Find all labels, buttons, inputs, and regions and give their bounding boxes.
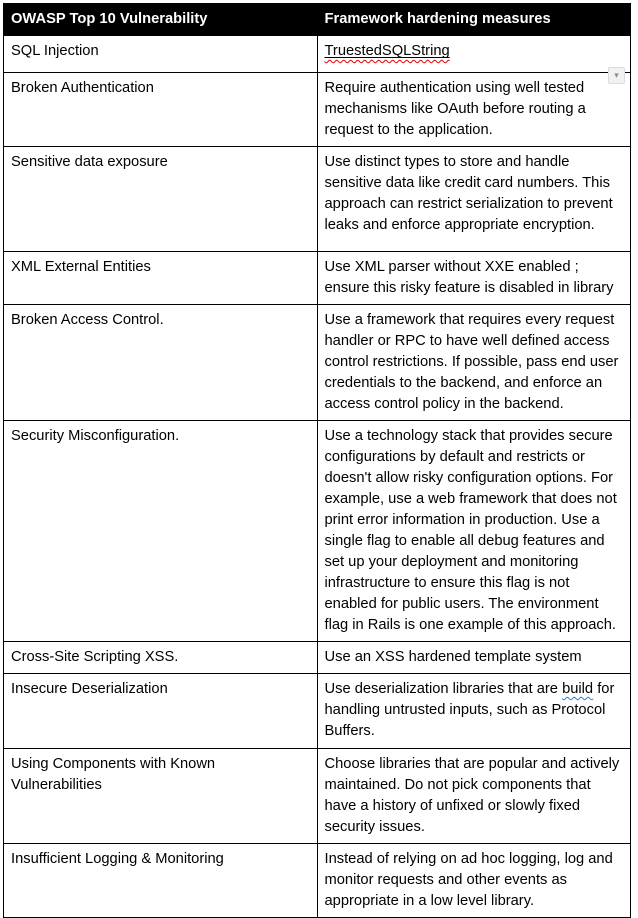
vulnerability-cell[interactable]: Broken Access Control.: [4, 305, 318, 421]
measure-cell[interactable]: Use XML parser without XXE enabled ; ensure this risky feature is disabled in library: [317, 252, 631, 305]
column-header-measures: Framework hardening measures: [317, 4, 631, 36]
underlined-text: [325, 43, 450, 59]
column-header-vulnerability: OWASP Top 10 Vulnerability: [4, 4, 318, 36]
table-row: [4, 642, 631, 674]
vulnerability-cell[interactable]: Security Misconfiguration.: [4, 421, 318, 642]
table-row: [4, 749, 631, 844]
spellcheck-flagged-word[interactable]: TruestedSQLString: [324, 43, 450, 59]
vulnerability-cell[interactable]: Insecure Deserialization: [4, 674, 318, 749]
vulnerability-cell[interactable]: Sensitive data exposure: [4, 147, 318, 252]
measure-cell[interactable]: Use distinct types to store and handle sensitive data like credit card numbers. This approach can restrict serialization to prevent leaks and enforce appropriate encryption.: [317, 147, 631, 252]
owasp-hardening-table: [3, 3, 631, 918]
table-row: [4, 844, 631, 918]
grammar-flagged-word[interactable]: build: [562, 681, 594, 697]
measure-cell[interactable]: Use an XSS hardened template system: [317, 642, 631, 674]
vulnerability-cell[interactable]: XML External Entities: [4, 252, 318, 305]
vulnerability-cell[interactable]: Using Components with Known Vulnerabilities: [4, 749, 318, 844]
vulnerability-cell[interactable]: Broken Authentication: [4, 73, 318, 147]
vulnerability-cell[interactable]: Insufficient Logging & Monitoring: [4, 844, 318, 918]
measure-cell[interactable]: [317, 36, 631, 73]
measure-cell[interactable]: Use a framework that requires every request handler or RPC to have well defined access control restrictions. If possible, pass end user credentials to the backend, and enforce an access control policy in the backend.: [317, 305, 631, 421]
table-row: [4, 421, 631, 642]
table-row: [4, 147, 631, 252]
dropdown-marker-icon: ▾: [614, 70, 619, 80]
measure-cell[interactable]: Use a technology stack that provides secure configurations by default and restricts or doesn't allow risky configuration options. For example, use a web framework that does not print error information in production. Use a single flag to enable all debug features and set up your deployment and monitoring infrastructure to ensure this flag is not enabled for public users. The environment flag in Rails is one example of this approach.: [317, 421, 631, 642]
table-row: [4, 252, 631, 305]
measure-cell[interactable]: [317, 674, 631, 749]
measure-cell[interactable]: Require authentication using well tested mechanisms like OAuth before routing a request to the application.: [317, 73, 631, 147]
table-row: [4, 305, 631, 421]
document-page: [3, 3, 631, 918]
table-header-row: [4, 4, 631, 36]
vulnerability-cell[interactable]: SQL Injection: [4, 36, 318, 73]
table-row: [4, 674, 631, 749]
table-row: [4, 36, 631, 73]
measure-cell[interactable]: Instead of relying on ad hoc logging, log and monitor requests and other events as appropriate in a low level library.: [317, 844, 631, 918]
table-row: [4, 73, 631, 147]
measure-text: for handling untrusted inputs, such as Protocol Buffers.: [324, 681, 615, 739]
measure-cell[interactable]: Choose libraries that are popular and actively maintained. Do not pick components that have a history of unfixed or slowly fixed security issues.: [317, 749, 631, 844]
measure-text: Use deserialization libraries that are: [324, 681, 563, 697]
vulnerability-cell[interactable]: Cross-Site Scripting XSS.: [4, 642, 318, 674]
margin-dropdown-button[interactable]: [608, 67, 625, 84]
